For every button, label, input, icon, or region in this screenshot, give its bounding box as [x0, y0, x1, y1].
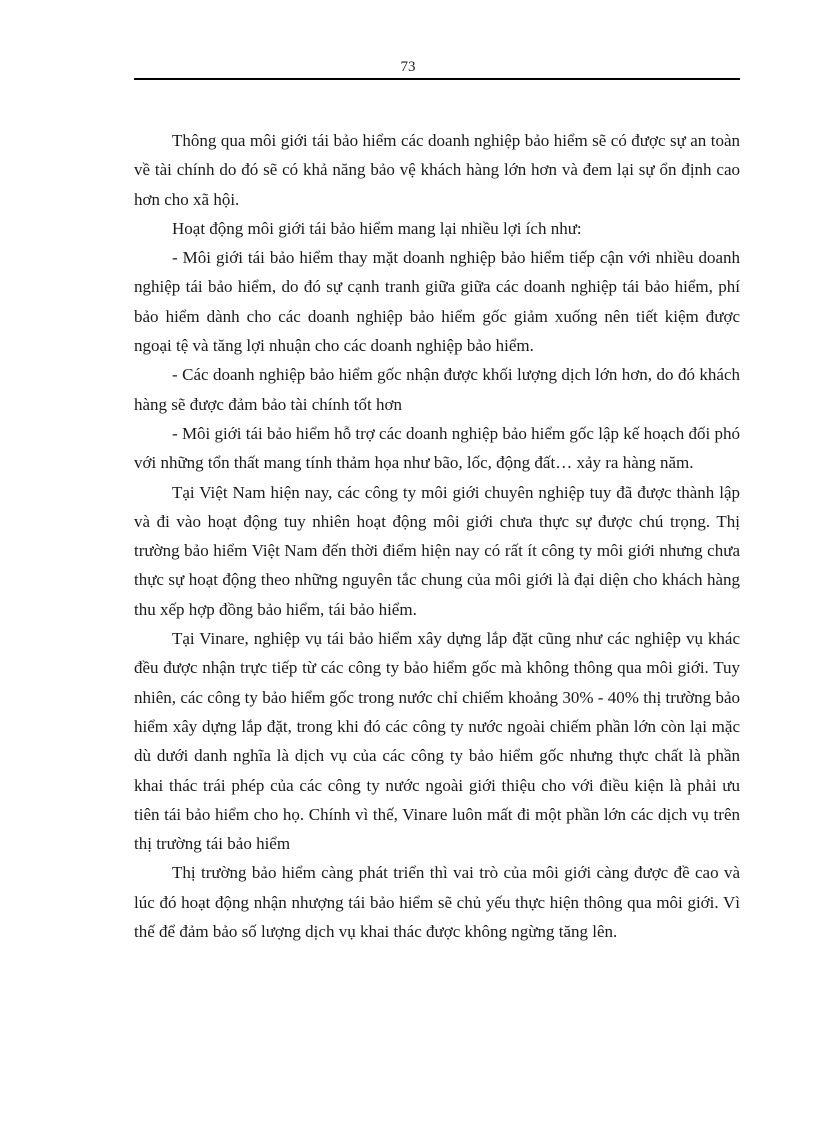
page-number: 73	[400, 59, 416, 75]
paragraph: - Môi giới tái bảo hiểm hỗ trợ các doanh nghiệp bảo hiểm gốc lập kế hoạch đối phó với những tổn thất mang tính thảm họa như bão, lốc, động đất… xảy ra hàng năm.	[134, 423, 740, 473]
paragraph: Hoạt động môi giới tái bảo hiểm mang lại nhiều lợi ích như:	[172, 218, 582, 238]
paragraph: - Các doanh nghiệp bảo hiểm gốc nhận được khối lượng dịch lớn hơn, do đó khách hàng sẽ được đảm bảo tài chính tốt hơn	[134, 365, 740, 414]
paragraph: Tại Vinare, nghiệp vụ tái bảo hiểm xây dựng lắp đặt cũng như các nghiệp vụ khác đều được nhận trực tiếp từ các công ty bảo hiểm gốc mà không thông qua môi giới. Tuy nhiên, các công ty bảo hiểm gốc trong nước chỉ chiếm khoảng 30% - 40% thị trường bảo hiểm xây dựng lắp đặt, trong khi đó các công ty nước ngoài chiếm phần lớn còn lại mặc dù dưới danh nghĩa là dịch vụ của các công ty bảo hiểm gốc nhưng thực chất là phần khai thác trái phép của các công ty nước ngoài giới thiệu cho với điều kiện là phải ưu tiên tái bảo hiểm cho họ. Chính vì thế, Vinare luôn mất đi một phần lớn các dịch vụ trên thị trường tái bảo hiểm	[134, 629, 740, 854]
body-text	[134, 126, 740, 946]
paragraph: Thị trường bảo hiểm càng phát triển thì vai trò của môi giới càng được đề cao và lúc đó hoạt động nhận nhượng tái bảo hiểm sẽ chủ yếu thực hiện thông qua môi giới. Vì thế để đảm bảo số lượng dịch vụ khai thác được không ngừng tăng lên.	[134, 863, 740, 942]
header-rule	[134, 78, 740, 80]
paragraph: - Môi giới tái bảo hiểm thay mặt doanh nghiệp bảo hiểm tiếp cận với nhiều doanh nghiệp tái bảo hiểm, do đó sự cạnh tranh giữa giữa các doanh nghiệp tái bảo hiểm, phí bảo hiểm dành cho các doanh nghiệp bảo hiểm gốc giảm xuống nên tiết kiệm được ngoại tệ và tăng lợi nhuận cho các doanh nghiệp bảo hiểm.	[134, 248, 740, 356]
paragraph: Tại Việt Nam hiện nay, các công ty môi giới chuyên nghiệp tuy đã được thành lập và đi vào hoạt động tuy nhiên hoạt động môi giới chưa thực sự được chú trọng. Thị trường bảo hiểm Việt Nam đến thời điểm hiện nay có rất ít công ty môi giới nhưng chưa thực sự hoạt động theo những nguyên tắc chung của môi giới là đại diện cho khách hàng thu xếp hợp đồng bảo hiểm, tái bảo hiểm.	[134, 482, 740, 619]
paragraph: Thông qua môi giới tái bảo hiểm các doanh nghiệp bảo hiểm sẽ có được sự an toàn về tài chính do đó sẽ có khả năng bảo vệ khách hàng lớn hơn và đem lại sự ổn định cao hơn cho xã hội.	[134, 131, 740, 209]
